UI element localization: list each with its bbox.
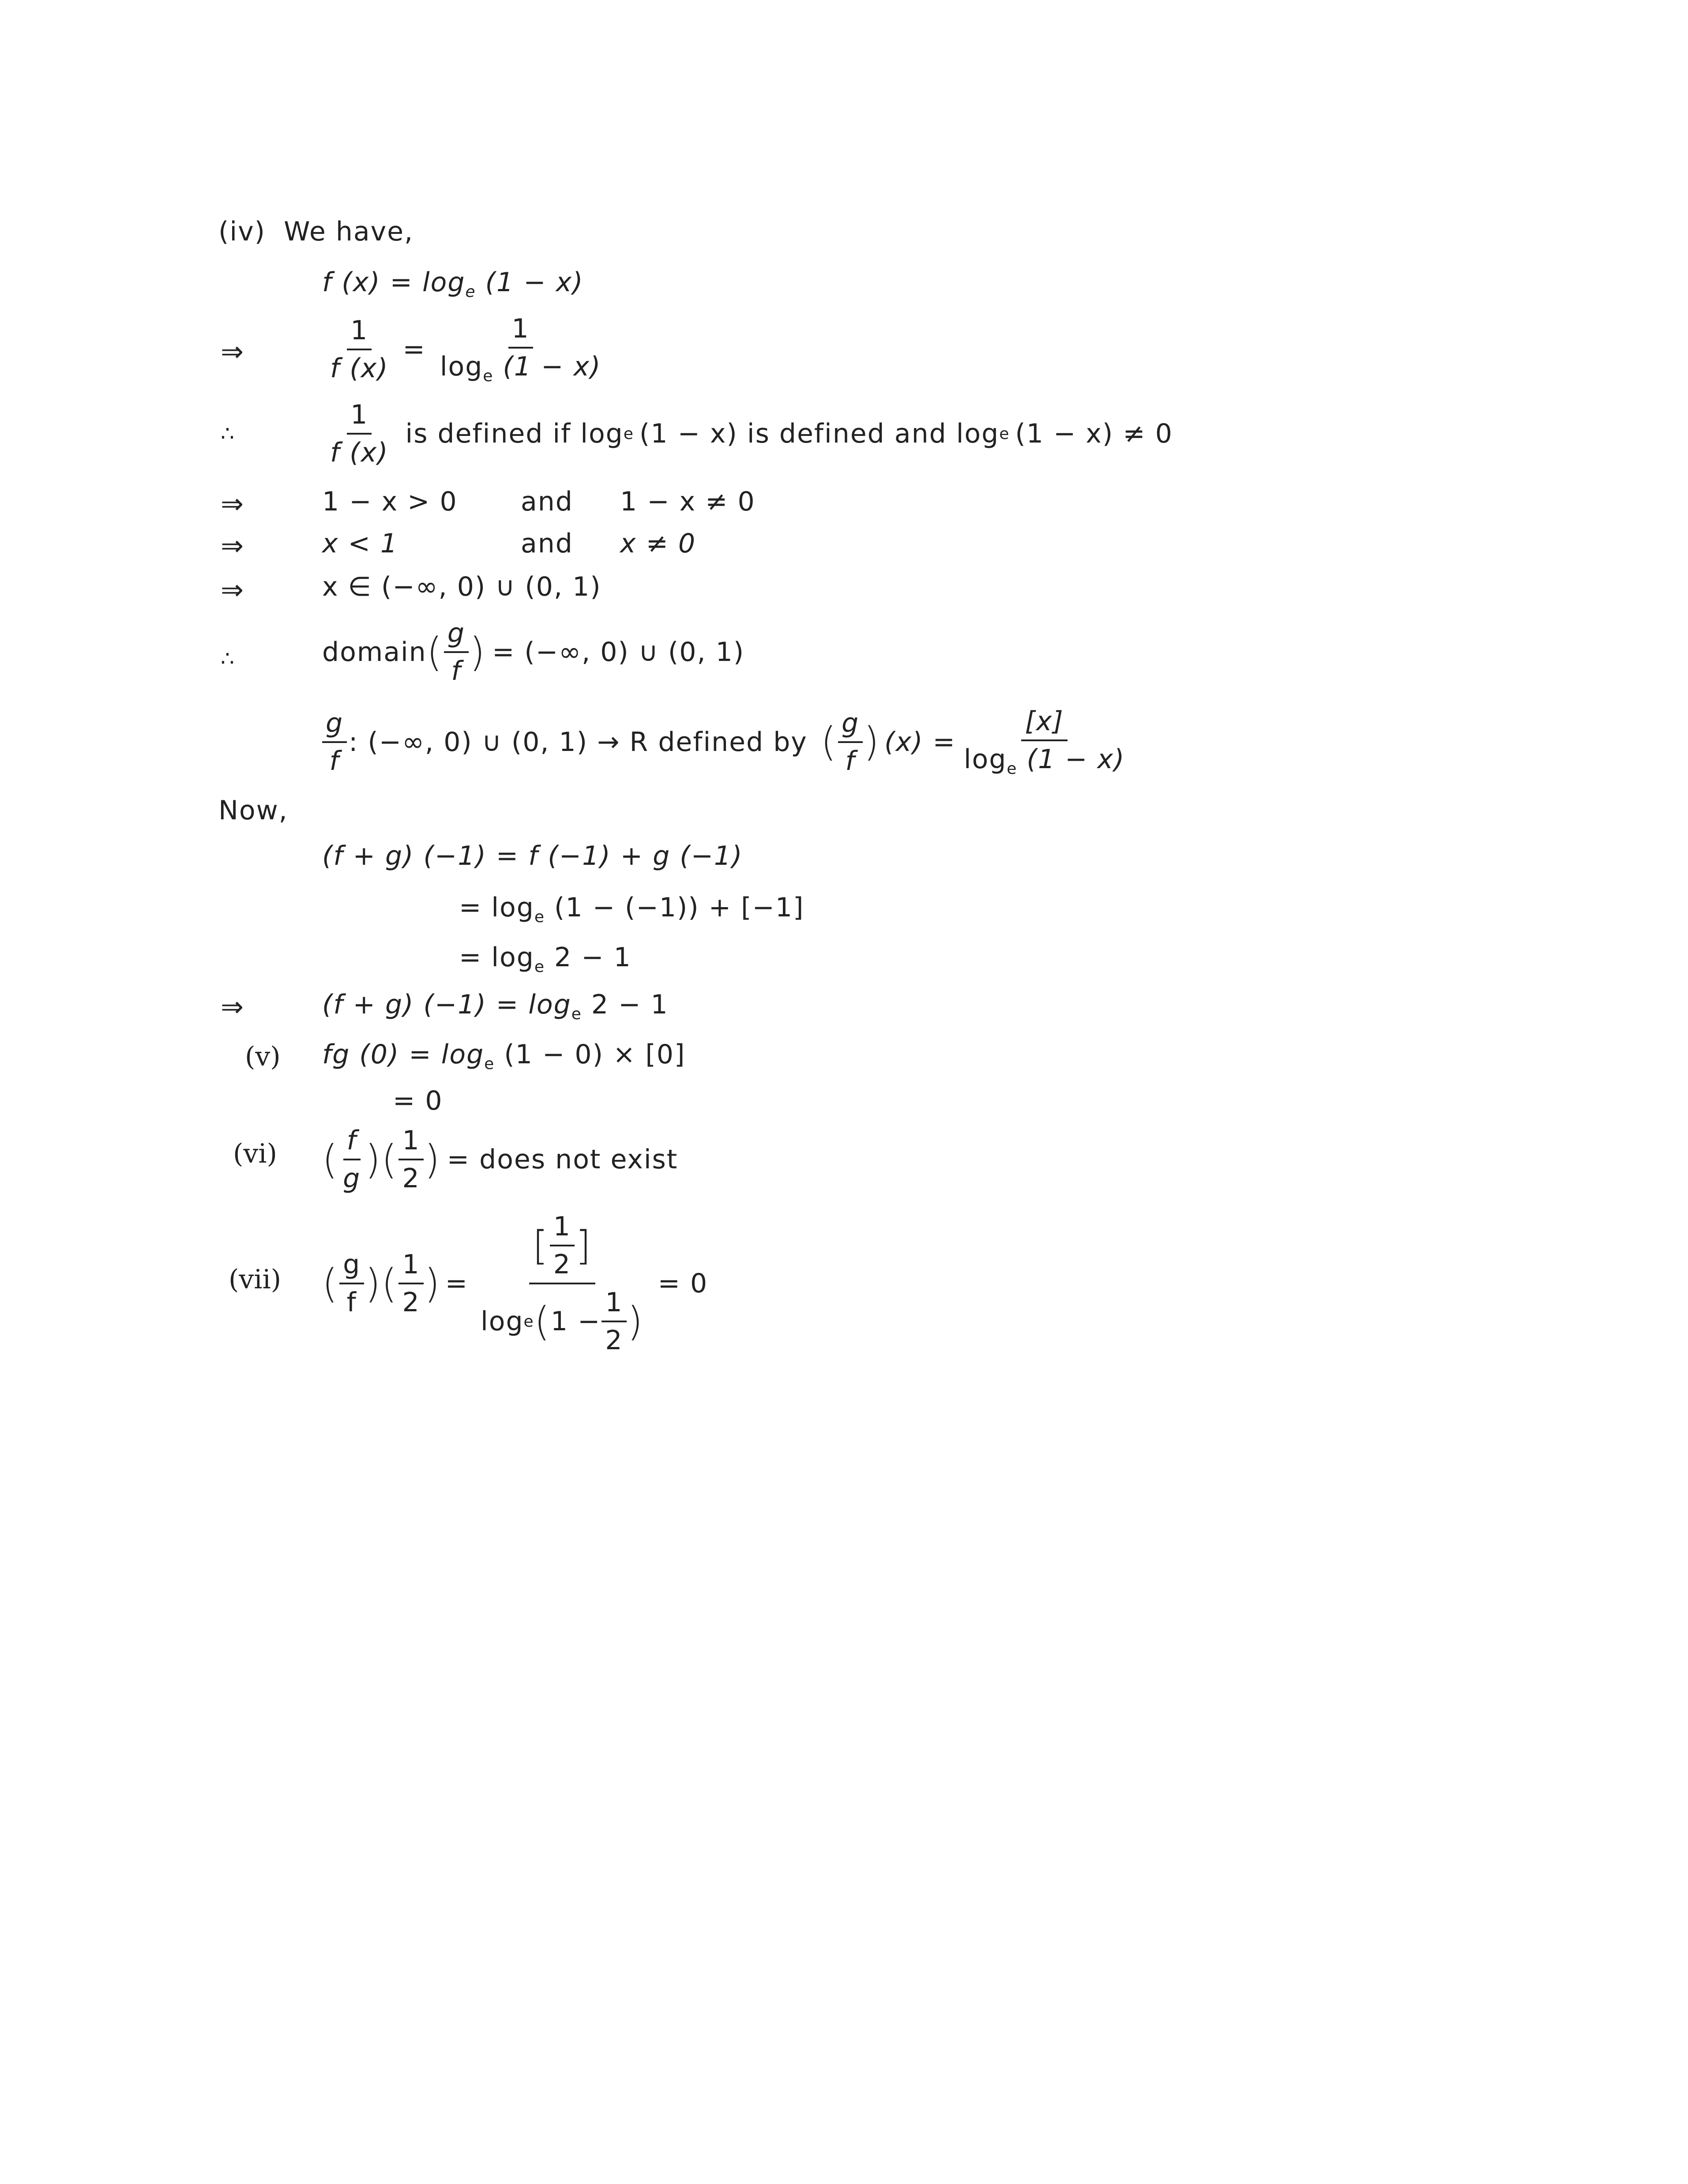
fraction-denominator: 2 — [605, 1325, 623, 1356]
part-vii-label: (vii) — [229, 1264, 282, 1295]
inequality-2a: x < 1 — [322, 528, 399, 559]
log-text: log — [963, 744, 1007, 775]
paren-close: ) — [424, 1260, 441, 1307]
fraction-one-over-log — [436, 313, 605, 385]
fraction-numerator: 1 — [508, 313, 533, 349]
part-v-rhs: (1 − 0) × [0] — [504, 1039, 686, 1070]
paren-close: ) — [424, 1136, 441, 1183]
fraction-f-over-g — [339, 1125, 364, 1194]
equals-sign: = — [445, 1268, 469, 1299]
fraction-numerator — [529, 1211, 595, 1284]
fraction-denominator: f — [451, 656, 462, 687]
defined-condition — [322, 399, 1173, 468]
fraction-floor-half-over-log — [477, 1211, 647, 1356]
fraction-one-half — [399, 1125, 423, 1194]
now-line-3-lhs: = log — [459, 942, 534, 973]
implies-symbol: ⇒ — [221, 991, 244, 1023]
paren-open: ( — [534, 1298, 551, 1345]
now-line-3 — [459, 942, 632, 976]
log-base: e — [534, 908, 545, 926]
log-base: e — [623, 424, 634, 443]
fraction-denominator — [436, 349, 605, 385]
inner-one-minus: 1 − — [550, 1306, 601, 1337]
part-vi-expression — [322, 1125, 678, 1194]
log-text: log — [481, 1306, 524, 1337]
fraction-one-over-fx — [327, 315, 392, 384]
fraction-g-over-f — [444, 618, 469, 687]
defined-text: (1 − x) is defined and log — [639, 418, 1000, 449]
intro-text: We have, — [284, 216, 414, 247]
bracket-open: [ — [532, 1222, 549, 1269]
therefore-symbol: ∴ — [221, 421, 234, 446]
now-line-4 — [322, 989, 669, 1023]
mapping-argument: (x) = — [884, 726, 956, 758]
implies-symbol: ⇒ — [221, 574, 244, 606]
part-vii-rhs: = 0 — [658, 1268, 708, 1299]
now-line-2-rhs: (1 − (−1)) + [−1] — [554, 892, 805, 923]
bracket-close: ] — [575, 1222, 592, 1269]
log-base: e — [465, 283, 476, 301]
now-line-4-lhs: (f + g) (−1) = log — [322, 989, 571, 1020]
fraction-one-over-fx — [327, 399, 392, 468]
now-line-2 — [459, 892, 804, 926]
fraction-one-half — [399, 1249, 423, 1318]
and-word: and — [521, 486, 573, 517]
part-iv-heading — [218, 216, 414, 247]
now-heading: Now, — [218, 795, 288, 826]
fraction-denominator — [960, 741, 1129, 778]
log-base: e — [999, 424, 1010, 443]
now-line-4-rhs: 2 − 1 — [591, 989, 669, 1020]
fraction-denominator: f — [329, 745, 340, 777]
paren-open: ( — [322, 1260, 339, 1307]
log-base: e — [484, 1055, 495, 1073]
paren-close: ) — [864, 719, 880, 765]
now-line-1: (f + g) (−1) = f (−1) + g (−1) — [322, 841, 743, 871]
defined-text: is defined if log — [405, 418, 624, 449]
eq-fx-arg: (1 − x) — [485, 267, 584, 298]
fraction-g-over-f — [322, 708, 347, 777]
fraction-numerator: f — [343, 1125, 361, 1160]
implies-symbol: ⇒ — [221, 488, 244, 520]
fraction-numerator: 1 — [602, 1287, 626, 1322]
log-base: e — [523, 1312, 534, 1331]
inequality-1a: 1 − x > 0 — [322, 486, 458, 517]
therefore-symbol: ∴ — [221, 646, 234, 671]
fraction-numerator: g — [444, 618, 469, 653]
fraction-x-over-log — [960, 706, 1129, 778]
domain-word: domain — [322, 637, 427, 668]
part-v-label: (v) — [245, 1041, 281, 1072]
fraction-g-over-f — [339, 1249, 364, 1318]
log-base: e — [534, 958, 545, 976]
eq-fx-lhs: f (x) = log — [322, 267, 466, 298]
and-word: and — [521, 528, 573, 559]
implies-symbol: ⇒ — [221, 335, 244, 368]
solution-set: x ∈ (−∞, 0) ∪ (0, 1) — [322, 571, 602, 602]
fraction-numerator: g — [322, 708, 347, 743]
log-arg: (1 − x) — [1026, 744, 1125, 775]
fraction-numerator: 1 — [347, 399, 372, 435]
log-base: e — [483, 367, 494, 385]
part-vi-label: (vi) — [233, 1138, 277, 1169]
fraction-numerator: g — [838, 708, 863, 743]
paren-close: ) — [365, 1260, 382, 1307]
part-iv-label: (iv) — [218, 216, 266, 247]
inequality-1b: 1 − x ≠ 0 — [620, 486, 756, 517]
fraction-numerator: 1 — [399, 1125, 423, 1160]
fraction-one-half — [602, 1287, 626, 1356]
fraction-denominator — [477, 1284, 647, 1356]
part-vi-rhs: = does not exist — [447, 1144, 678, 1175]
part-v-line-2: = 0 — [393, 1085, 443, 1116]
now-line-2-lhs: = log — [459, 892, 534, 923]
log-base: e — [1007, 760, 1018, 778]
fraction-numerator: [x] — [1021, 706, 1067, 741]
fraction-denominator: f (x) — [330, 437, 389, 468]
fraction-denominator: f — [346, 1287, 357, 1318]
part-v-line-1 — [322, 1039, 685, 1073]
now-line-3-rhs: 2 − 1 — [554, 942, 632, 973]
function-definition — [322, 706, 1133, 778]
fraction-denominator: g — [343, 1163, 361, 1194]
fraction-denominator: 2 — [553, 1249, 571, 1280]
defined-text: (1 − x) ≠ 0 — [1015, 418, 1173, 449]
part-vii-expression — [322, 1211, 708, 1356]
log-text: log — [440, 351, 483, 382]
log-arg: (1 − x) — [503, 351, 602, 382]
domain-rhs: = (−∞, 0) ∪ (0, 1) — [492, 637, 745, 668]
part-v-lhs: fg (0) = log — [322, 1039, 485, 1070]
fraction-numerator: 1 — [347, 315, 372, 350]
fraction-g-over-f — [838, 708, 863, 777]
paren-open: ( — [381, 1136, 398, 1183]
fraction-denominator: 2 — [402, 1163, 420, 1194]
paren-close: ) — [469, 629, 486, 675]
paren-close: ) — [365, 1136, 382, 1183]
domain-statement — [322, 618, 744, 687]
eq-reciprocal — [322, 313, 609, 385]
paren-open: ( — [322, 1136, 339, 1183]
mapping-text: : (−∞, 0) ∪ (0, 1) → R defined by — [349, 726, 808, 758]
equals-sign: = — [402, 334, 426, 365]
fraction-denominator: f — [845, 745, 856, 777]
paren-open: ( — [820, 719, 837, 765]
fraction-one-half — [550, 1211, 575, 1280]
paren-close: ) — [627, 1298, 644, 1345]
paren-open: ( — [426, 629, 443, 675]
inequality-2b: x ≠ 0 — [620, 528, 696, 559]
fraction-numerator: 1 — [550, 1211, 575, 1246]
fraction-numerator: 1 — [399, 1249, 423, 1284]
log-base: e — [571, 1005, 582, 1023]
eq-fx-definition — [322, 267, 584, 301]
fraction-numerator: g — [339, 1249, 364, 1284]
fraction-denominator: f (x) — [330, 353, 389, 384]
fraction-denominator: 2 — [402, 1287, 420, 1318]
implies-symbol: ⇒ — [221, 529, 244, 562]
paren-open: ( — [381, 1260, 398, 1307]
